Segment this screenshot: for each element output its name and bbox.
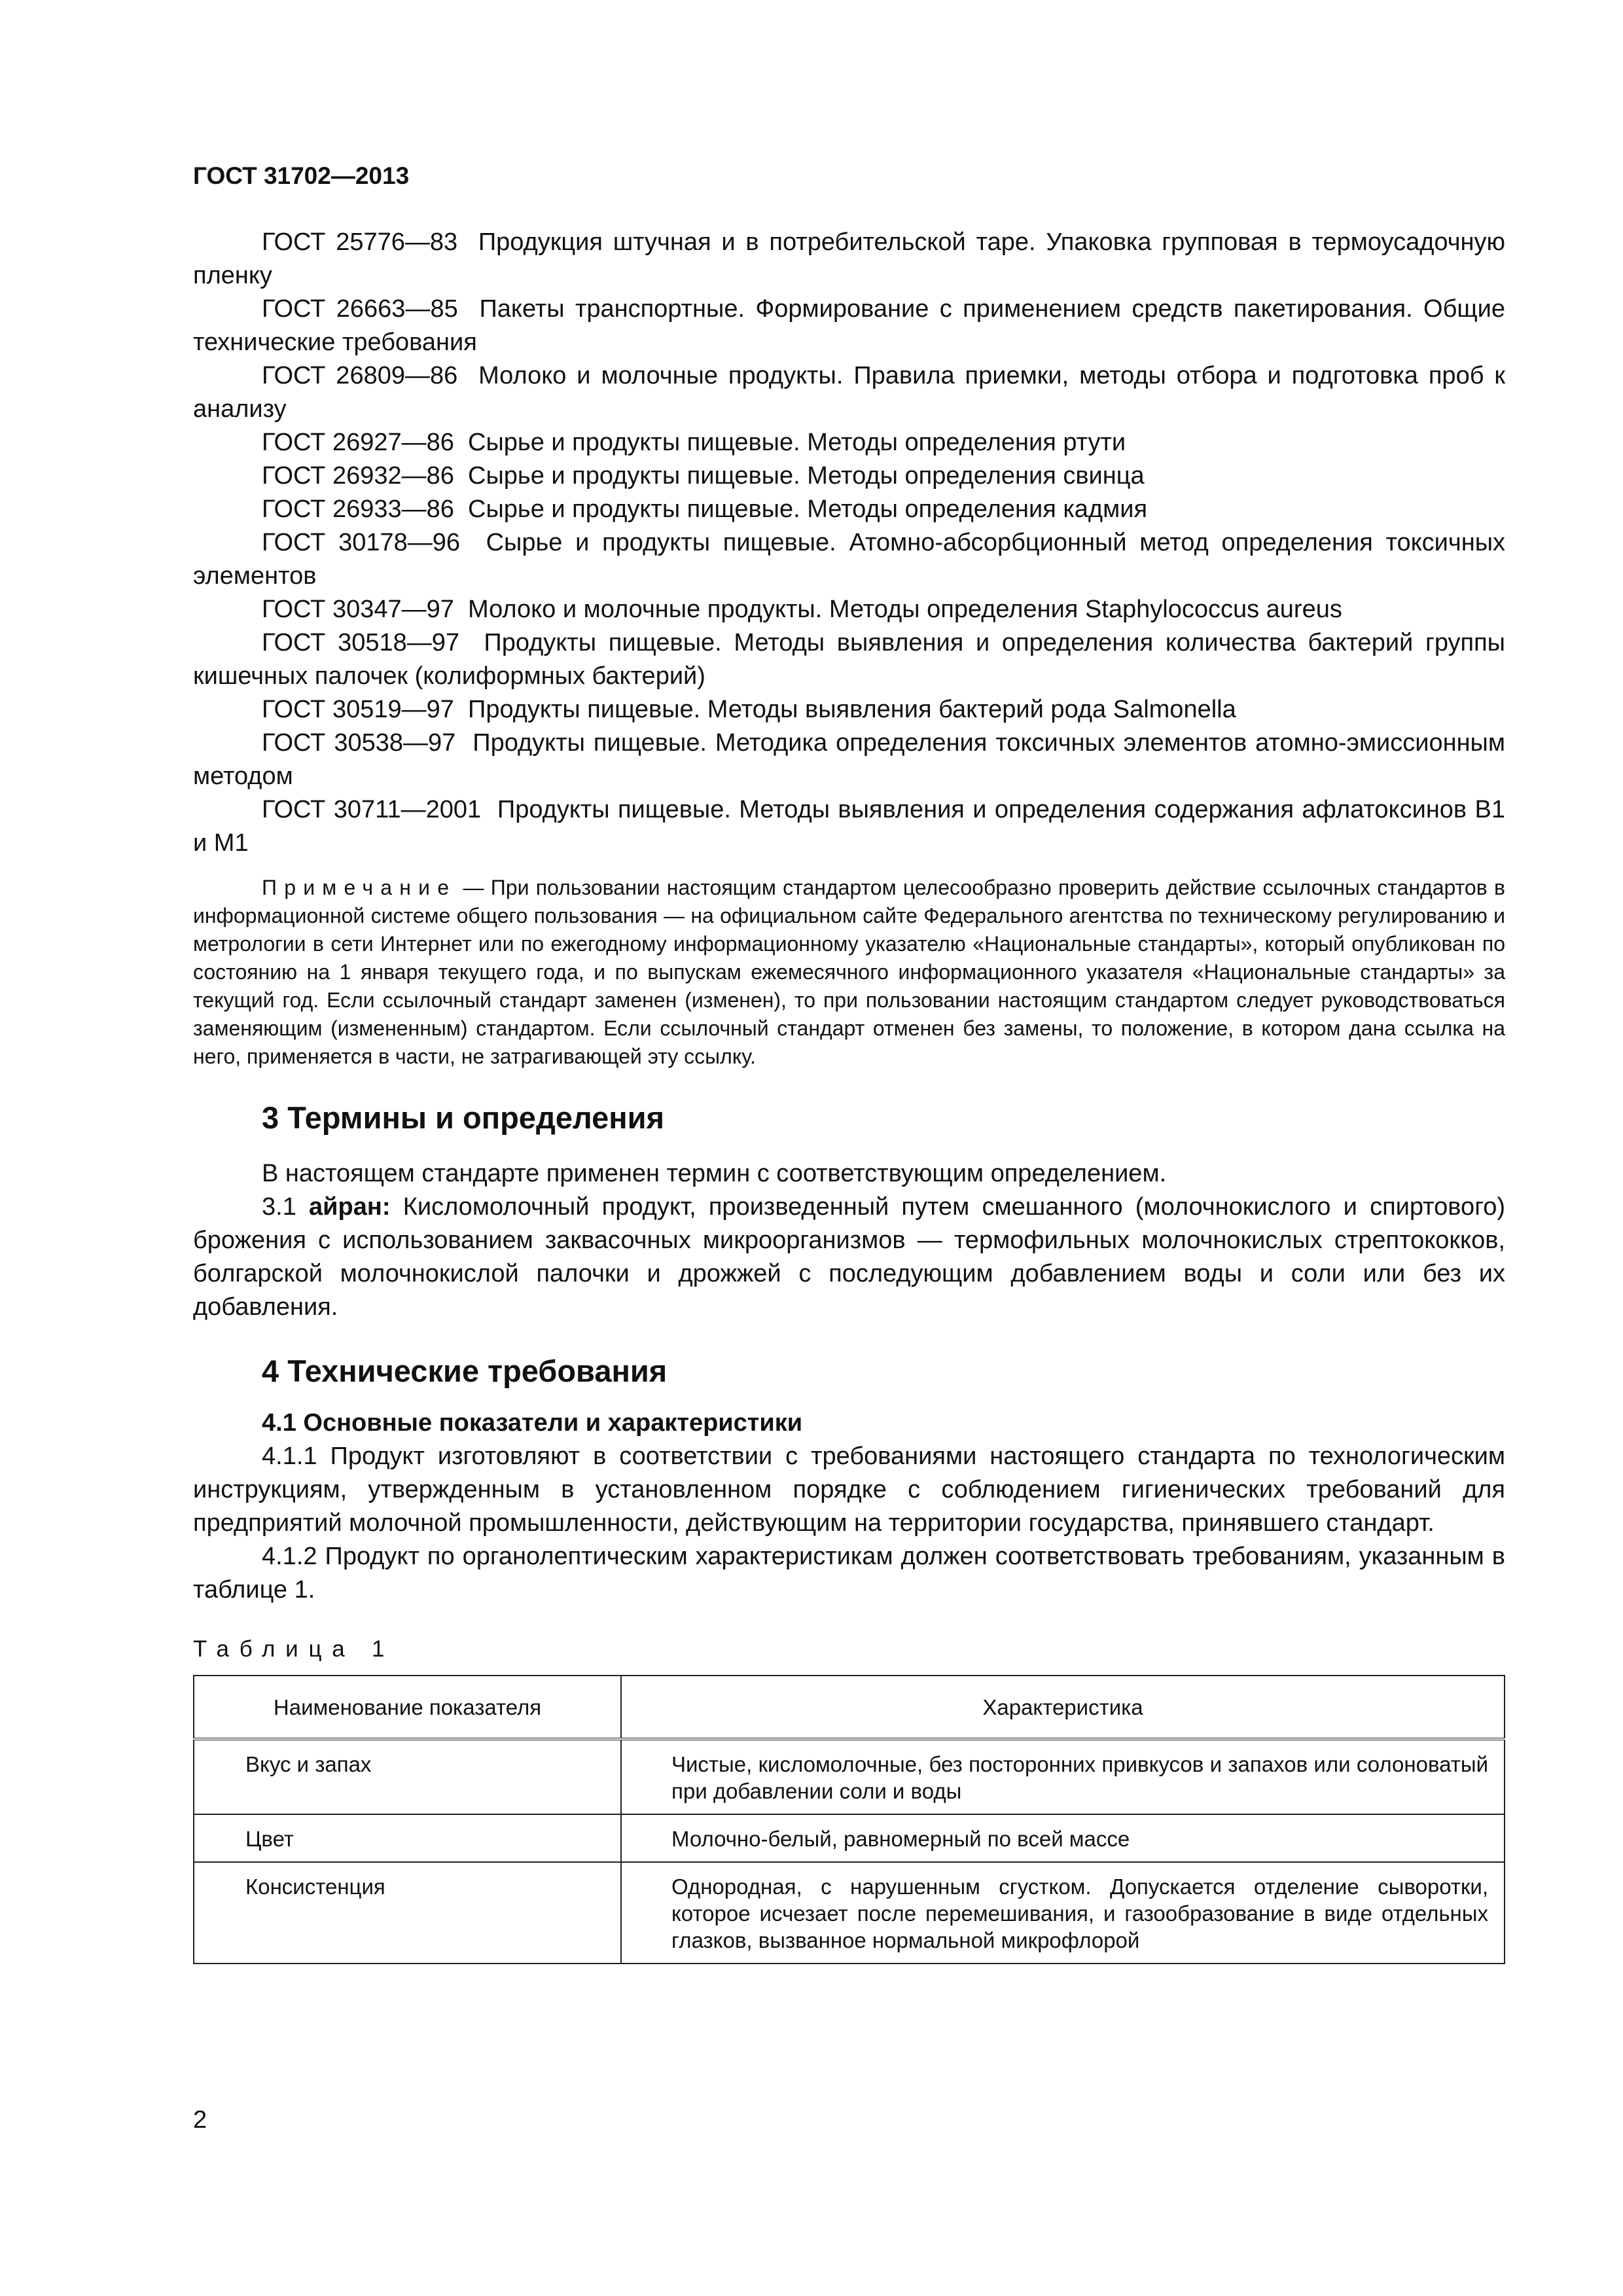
definition-text: Кисломолочный продукт, произведенный путем смешанного (молочнокислого и спиртового) брожения с использованием заквасочных микроорганизмов — термофильных молочнокислых стрептококков, болгарской молочнокислой палочки и дрожжей с последующим добавлением воды и соли или без их добавления. xyxy=(193,1193,1506,1321)
reference-code: ГОСТ 30519—97 xyxy=(262,696,454,723)
table-header-cell: Характеристика xyxy=(621,1676,1505,1739)
reference-text: Пакеты транспортные. Формирование с применением средств пакетирования. Общие технические требования xyxy=(193,295,1505,356)
table-cell-characteristic: Чистые, кисломолочные, без посторонних привкусов и запахов или солоноватый при добавлении соли и воды xyxy=(621,1739,1505,1814)
table-cell-indicator: Цвет xyxy=(194,1814,621,1862)
reference-code: ГОСТ 30711—2001 xyxy=(262,796,482,823)
reference-item xyxy=(193,359,1505,426)
note-label: Примечание xyxy=(262,876,457,899)
definition-term: айран: xyxy=(309,1193,391,1221)
reference-item xyxy=(193,526,1505,593)
reference-code: ГОСТ 26663—85 xyxy=(262,295,458,323)
table-cell-indicator: Вкус и запах xyxy=(194,1739,621,1814)
table-row xyxy=(194,1862,1505,1964)
paragraph-4-1-1: 4.1.1 Продукт изготовляют в соответствии с требованиями настоящего стандарта по технологическим инструкциям, утвержденным в установленном порядке с соблюдением гигиенических требований для предприятий молочной промышленности, действующим на территории государства, принявшего стандарт. xyxy=(193,1443,1505,1537)
reference-item xyxy=(193,693,1505,726)
table-cell-indicator: Консистенция xyxy=(194,1862,621,1964)
table-row xyxy=(194,1739,1505,1814)
reference-text: Продукция штучная и в потребительской таре. Упаковка групповая в термоусадочную пленку xyxy=(193,228,1505,289)
reference-text: Сырье и продукты пищевые. Методы определения кадмия xyxy=(468,495,1148,523)
reference-text: Сырье и продукты пищевые. Методы определения ртути xyxy=(468,429,1126,456)
table-header-cell: Наименование показателя xyxy=(194,1676,621,1739)
reference-code: ГОСТ 30347—97 xyxy=(262,596,454,623)
paragraph-4-1-2: 4.1.2 Продукт по органолептическим характеристикам должен соответствовать требованиям, указанным в таблице 1. xyxy=(193,1543,1505,1604)
reference-item xyxy=(193,459,1505,493)
reference-text: Продукты пищевые. Методы выявления бактерий рода Salmonella xyxy=(468,696,1236,723)
subsection-4-1-title: 4.1 Основные показатели и характеристики xyxy=(262,1409,803,1437)
reference-text: Сырье и продукты пищевые. Методы определения свинца xyxy=(468,462,1145,490)
reference-code: ГОСТ 25776—83 xyxy=(262,228,458,256)
section-4-title: 4 Технические требования xyxy=(262,1354,668,1388)
reference-text: Молоко и молочные продукты. Методы определения Staphylococcus aureus xyxy=(468,596,1342,623)
reference-text: Сырье и продукты пищевые. Атомно-абсорбционный метод определения токсичных элементов xyxy=(193,529,1506,590)
reference-text: Продукты пищевые. Методы выявления и определения количества бактерий группы кишечных палочек (колиформных бактерий) xyxy=(193,629,1505,690)
reference-code: ГОСТ 26927—86 xyxy=(262,429,454,456)
reference-code: ГОСТ 30538—97 xyxy=(262,729,456,757)
reference-item xyxy=(193,293,1505,359)
reference-item xyxy=(193,593,1505,626)
table-cell-characteristic: Однородная, с нарушенным сгустком. Допускается отделение сыворотки, которое исчезает после перемешивания, и газообразование в виде отдельных глазков, вызванное нормальной микрофлорой xyxy=(621,1862,1505,1964)
table-caption: Таблица 1 xyxy=(193,1636,395,1662)
table-cell-characteristic: Молочно-белый, равномерный по всей массе xyxy=(621,1814,1505,1862)
reference-item xyxy=(193,493,1505,526)
definition-paragraph xyxy=(193,1191,1505,1324)
reference-code: ГОСТ 26932—86 xyxy=(262,462,454,490)
reference-item xyxy=(193,226,1505,293)
table-1 xyxy=(193,1675,1505,1964)
reference-text: Продукты пищевые. Методы выявления и определения содержания афлатоксинов В1 и М1 xyxy=(193,796,1505,857)
document-header: ГОСТ 31702—2013 xyxy=(193,162,410,189)
reference-code: ГОСТ 26933—86 xyxy=(262,495,454,523)
table-header-row xyxy=(194,1676,1505,1739)
page-number: 2 xyxy=(193,2106,207,2134)
reference-text: Молоко и молочные продукты. Правила приемки, методы отбора и подготовка проб к анализу xyxy=(193,362,1506,423)
reference-item xyxy=(193,426,1505,459)
reference-item xyxy=(193,626,1505,693)
reference-item xyxy=(193,726,1505,793)
reference-code: ГОСТ 30518—97 xyxy=(262,629,460,656)
definition-number: 3.1 xyxy=(262,1193,296,1221)
reference-code: ГОСТ 30178—96 xyxy=(262,529,461,556)
section-3-title: 3 Термины и определения xyxy=(262,1100,664,1135)
note-text: — При пользовании настоящим стандартом целесообразно проверить действие ссылочных стандартов в информационной системе общего пользования — на официальном сайте Федерального агентства по техническому регулированию и метрологии в сети Интернет или по ежегодному информационному указателю «Национальные стандарты», который опубликован по состоянию на 1 января текущего года, и по выпускам ежемесячного информационного указателя «Национальные стандарты» за текущий год. Если ссылочный стандарт заменен (изменен), то при пользовании настоящим стандартом следует руководствоваться заменяющим (измененным) стандартом. Если ссылочный стандарт отменен без замены, то положение, в котором дана ссылка на него, применяется в части, не затрагивающей эту ссылку. xyxy=(193,876,1506,1068)
reference-item xyxy=(193,793,1505,860)
reference-list xyxy=(193,226,1505,860)
page-content xyxy=(193,226,1505,1964)
note-paragraph xyxy=(193,874,1505,1071)
table-row xyxy=(194,1814,1505,1862)
section-3-intro: В настоящем стандарте применен термин с соответствующим определением. xyxy=(262,1160,1167,1187)
reference-code: ГОСТ 26809—86 xyxy=(262,362,458,389)
reference-text: Продукты пищевые. Методика определения токсичных элементов атомно-эмиссионным методом xyxy=(193,729,1505,790)
